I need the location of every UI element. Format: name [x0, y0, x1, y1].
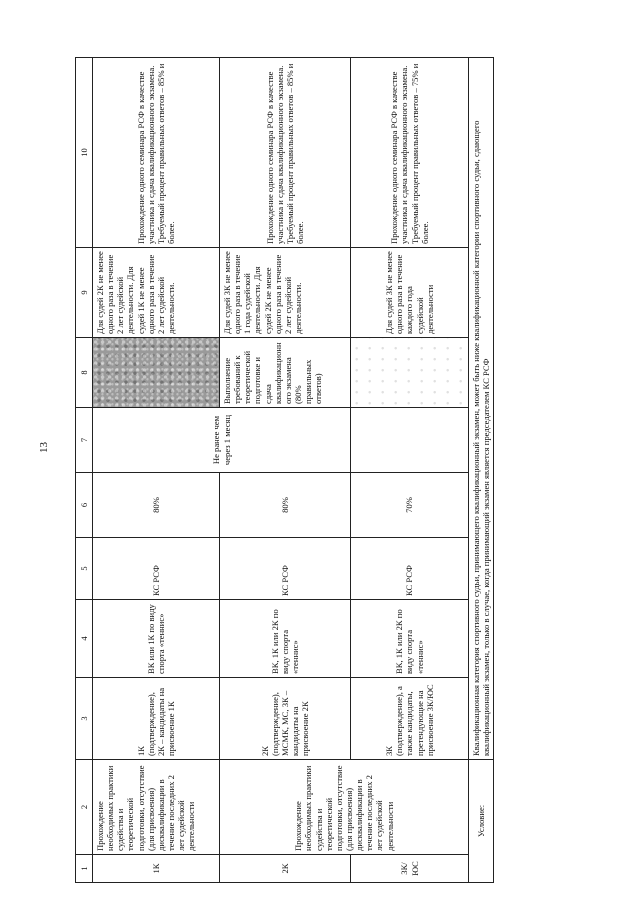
shaded-cell	[93, 338, 220, 408]
column-header: 8	[76, 338, 93, 408]
qualification-table-sheet	[75, 58, 495, 883]
column-header: 6	[76, 473, 93, 538]
confirmation-cell: Прохождение одного семинара РСФ в качестве участника и сдача квалификационного экзамена. Требуемый процент правильных ответов – 75% и более.	[351, 58, 469, 248]
confirmation-cell: Прохождение одного семинара РСФ в качестве участника и сдача квалификационного экзамена. Требуемый процент правильных ответов – 85% и более.	[93, 58, 220, 248]
examining-body-cell: КС РСФ	[220, 538, 351, 600]
column-header: 2	[76, 760, 93, 855]
note-row	[469, 58, 494, 883]
header-row	[76, 58, 93, 883]
column-header: 9	[76, 248, 93, 338]
requirements-cell: Прохождение необходимых практики судейства и теоретической подготовки, отсутствие (для присвоения) дисквалификации в течение последних 2 лет судейской деятельности	[93, 760, 220, 855]
category-cell: 3К/ЮС	[351, 855, 469, 883]
candidates-cell: 1К (подтверждение), 2К – кандидаты на присвоение 1К	[93, 678, 220, 760]
column-header: 4	[76, 600, 93, 678]
candidates-cell: 3К (подтверждение), а также кандидаты, претендующие на присвоение 3К/ЮС	[351, 678, 469, 760]
column-header: 10	[76, 58, 93, 248]
pass-threshold-cell: 70%	[351, 473, 469, 538]
qualification-requirements-table	[75, 57, 494, 883]
frequency-cell: Для судей 3К не менее одного раза в течение каждого года судейской деятельности	[351, 248, 469, 338]
confirmation-cell: Прохождение одного семинара РСФ в качестве участника и сдача квалификационного экзамена. Требуемый процент правильных ответов – 85% и более.	[220, 58, 351, 248]
examining-body-cell: КС РСФ	[93, 538, 220, 600]
table-row	[351, 58, 469, 883]
column-header: 5	[76, 538, 93, 600]
category-cell: 1К	[93, 855, 220, 883]
examiner-category-cell: ВК или 1К по виду спорта «теннис»	[93, 600, 220, 678]
theory-requirement-cell: Выполнение требований к теоретической подготовке и сдача квалификационного экзамена (80% правильных ответов)	[220, 338, 351, 408]
column-header: 3	[76, 678, 93, 760]
pass-threshold-cell: 80%	[93, 473, 220, 538]
note-label: Условие:	[469, 760, 494, 883]
pass-threshold-cell: 80%	[220, 473, 351, 538]
retake-period-cell: Не ранее чем через 1 месяц	[93, 408, 351, 473]
frequency-cell: Для судей 3К не менее одного раза в течение 1 года судейской деятельности. Для судей 2К не менее одного раза в течение 2 лет судейской деятельности.	[220, 248, 351, 338]
candidates-cell: 2К (подтверждение), МСМК, МС, 3К – кандидаты на присвоение 2К	[220, 678, 351, 760]
empty-cell	[351, 338, 469, 408]
retake-period-cell	[351, 408, 469, 473]
frequency-cell: Для судей 2К не менее одного раза в течение 2 лет судейской деятельности. Для судей 1К не менее одного раза в течение 2 лет судейской деятельности.	[93, 248, 220, 338]
examiner-category-cell: ВК, 1К или 2К по виду спорта «теннис»	[220, 600, 351, 678]
category-cell: 2К	[220, 855, 351, 883]
requirements-cell: Прохождение необходимых практики судейства и теоретической подготовки, отсутствие (для присвоения) дисквалификации в течение последних 2 лет судейской деятельности	[220, 760, 469, 855]
examining-body-cell: КС РСФ	[351, 538, 469, 600]
column-header: 1	[76, 855, 93, 883]
column-header: 7	[76, 408, 93, 473]
examiner-category-cell: ВК, 1К или 2К по виду спорта «теннис»	[351, 600, 469, 678]
table-row	[93, 58, 220, 883]
note-text: Квалификационная категория спортивного судьи, принимающего квалификационный экзамен, может быть ниже квалификационной категории спортивного судьи, сдающего квалификационный экзамен, только в случае, когда принимающий экзамен является председателем КС РСФ	[469, 58, 494, 760]
page-number: 13	[38, 442, 50, 453]
